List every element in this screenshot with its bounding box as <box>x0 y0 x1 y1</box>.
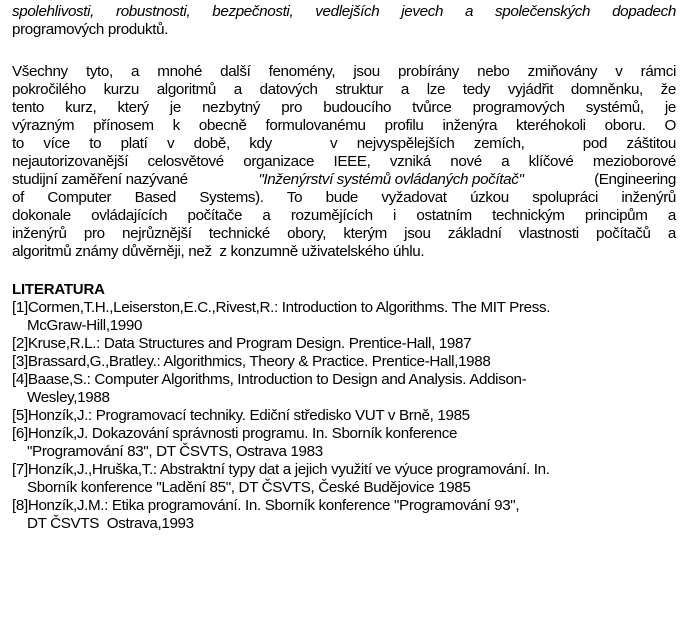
reference-number: [2] <box>12 335 28 352</box>
paragraph-line: výrazným přínosem k obecně formulovanému profilu inženýra kteréhokoli oboru. O <box>12 117 676 134</box>
paragraph-line: to více to platí v době, kdy v nejvyspělejších zemích, pod záštitou <box>12 135 676 152</box>
paragraph-line: Všechny tyto, a mnohé další fenomény, jsou probírány nebo zmiňovány v rámci <box>12 63 676 80</box>
intro-line: programových produktů. <box>12 21 169 38</box>
reference-item <box>12 353 676 371</box>
reference-item <box>12 425 676 461</box>
reference-number: [8] <box>12 497 28 514</box>
reference-number: [3] <box>12 353 28 370</box>
literature-heading: LITERATURA <box>12 281 105 298</box>
reference-continuation: Wesley,1988 <box>27 389 110 406</box>
paragraph-line: inženýrů pro nejrůznější technické obory, kterým jsou základní vlastnosti počítačů a <box>12 225 676 242</box>
body-paragraph <box>12 63 676 261</box>
reference-item <box>12 371 676 407</box>
reference-item <box>12 299 676 335</box>
paragraph-line: algoritmů známy důvěrněji, než z konzumně uživatelského úhlu. <box>12 243 425 260</box>
reference-number: [5] <box>12 407 28 424</box>
paragraph-line: pokročilého kurzu algoritmů a datových struktur a lze tedy vyjádřit domněnku, že <box>12 81 676 98</box>
intro-line: spolehlivosti, robustnosti, bezpečnosti, vedlejších jevech a společenských dopadech <box>12 3 676 20</box>
reference-continuation: DT ČSVTS Ostrava,1993 <box>27 515 194 532</box>
reference-continuation: McGraw-Hill,1990 <box>27 317 143 334</box>
paragraph-line: tento kurz, který je nezbytný pro budoucího tvůrce programových systémů, je <box>12 99 676 116</box>
reference-text: Honzík,J.,Hruška,T.: Abstraktní typy dat a jejich využití ve výuce programování. In. <box>27 461 550 478</box>
paragraph-text: (Engineering <box>594 171 676 188</box>
reference-text: Baase,S.: Computer Algorithms, Introduction to Design and Analysis. Addison- <box>27 371 527 388</box>
literature-section <box>12 281 676 533</box>
paragraph-line: dokonale ovládajících počítače a rozumějících i ostatním technickým principům a <box>12 207 676 224</box>
reference-text: Honzík,J. Dokazování správnosti programu. In. Sborník konference <box>27 425 458 442</box>
reference-number: [4] <box>12 371 28 388</box>
spacer <box>12 261 676 281</box>
reference-number: [6] <box>12 425 28 442</box>
reference-number: [1] <box>12 299 28 316</box>
reference-item <box>12 407 676 425</box>
paragraph-line <box>12 171 676 189</box>
emphasized-term: "Inženýrství systémů ovládaných počítač" <box>258 171 524 188</box>
document-page <box>12 3 676 533</box>
reference-item <box>12 461 676 497</box>
reference-number: [7] <box>12 461 28 478</box>
reference-text: Kruse,R.L.: Data Structures and Program Design. Prentice-Hall, 1987 <box>27 335 472 352</box>
paragraph-line: nejautorizovanější celosvětové organizace IEEE, vzniká nové a klíčové mezioborové <box>12 153 676 170</box>
reference-continuation: "Programování 83", DT ČSVTS, Ostrava 1983 <box>27 443 323 460</box>
reference-continuation: Sborník konference "Ladění 85", DT ČSVTS, České Budějovice 1985 <box>27 479 471 496</box>
spacer <box>12 39 676 63</box>
reference-text: Honzík,J.M.: Etika programování. In. Sborník konference "Programování 93", <box>27 497 520 514</box>
paragraph-line: of Computer Based Systems). To bude vyžadovat úzkou spolupráci inženýrů <box>12 189 676 206</box>
reference-item <box>12 497 676 533</box>
paragraph-text: studijní zaměření nazývané <box>12 171 188 188</box>
reference-text: Honzík,J.: Programovací techniky. Ediční středisko VUT v Brně, 1985 <box>27 407 470 424</box>
reference-text: Brassard,G.,Bratley.: Algorithmics, Theory & Practice. Prentice-Hall,1988 <box>27 353 491 370</box>
intro-text <box>12 3 676 39</box>
reference-item <box>12 335 676 353</box>
reference-text: Cormen,T.H.,Leiserston,E.C.,Rivest,R.: Introduction to Algorithms. The MIT Press. <box>27 299 551 316</box>
